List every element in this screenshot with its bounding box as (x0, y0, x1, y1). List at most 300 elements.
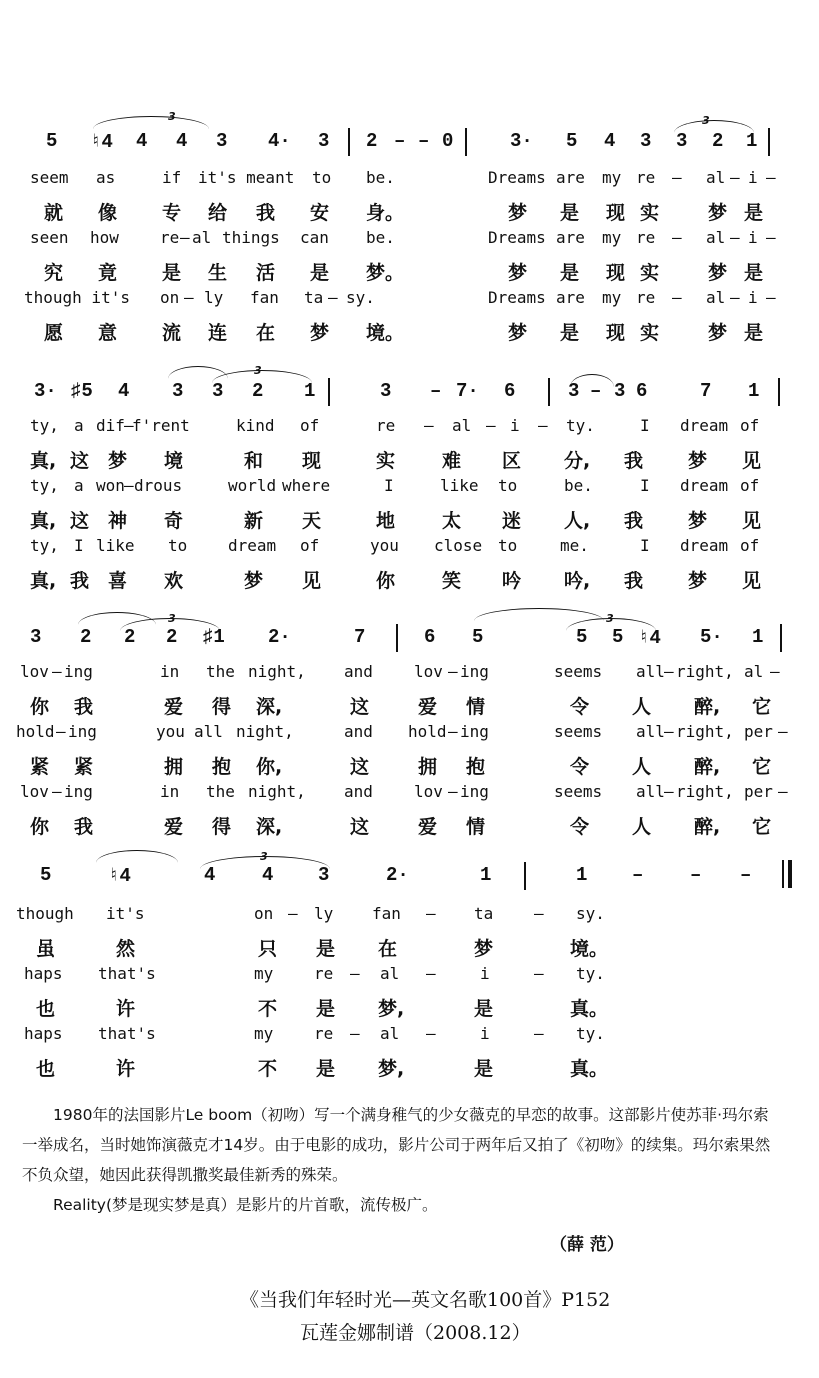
lyric-word: 我 (70, 570, 90, 592)
lyric-word: 人, (564, 510, 591, 532)
lyric-word: like (96, 536, 135, 555)
lyric-word: 只 (258, 938, 278, 960)
lyric-word: 真。 (570, 998, 609, 1020)
lyric-word: i (480, 964, 490, 983)
lyric-word: 紧 (74, 756, 94, 778)
lyric-word: night, (248, 782, 306, 801)
lyric-word: all (636, 782, 665, 801)
lyric-line-zh-3 (0, 566, 819, 596)
lyric-word: sy. (346, 288, 375, 307)
note: 4 (204, 864, 216, 886)
lyric-word: 人 (632, 756, 652, 778)
lyric-word: al (380, 1024, 400, 1043)
lyric-word: seen (30, 228, 69, 247)
lyric-word: all (194, 722, 223, 741)
note: – (418, 130, 430, 152)
lyric-word: 身。 (366, 202, 405, 224)
lyric-word: 不 (258, 1058, 278, 1080)
lyric-word: 区 (502, 450, 522, 472)
lyric-word: 现 (302, 450, 322, 472)
note: ♯1 (202, 626, 225, 648)
lyric-word: i (480, 1024, 490, 1043)
lyric-word: i (510, 416, 520, 435)
lyric-word: night, (236, 722, 294, 741)
lyric-word: my (602, 228, 622, 247)
lyric-word: 难 (442, 450, 462, 472)
lyric-line-en-3 (0, 536, 819, 566)
lyric-word: 我 (624, 510, 644, 532)
notes-author: （薛 范） (550, 1235, 624, 1255)
barline (465, 128, 467, 156)
lyric-word: 它 (752, 816, 772, 838)
lyric-word: 它 (752, 756, 772, 778)
lyric-word: are (556, 168, 585, 187)
lyric-word: 迷 (502, 510, 522, 532)
lyric-word: – (664, 662, 674, 681)
lyric-word: my (602, 168, 622, 187)
lyric-word: 太 (442, 510, 462, 532)
lyric-word: 醉, (694, 756, 721, 778)
lyric-word: 也 (36, 1058, 56, 1080)
lyric-word: – (426, 1024, 436, 1043)
lyric-word: – (124, 416, 134, 435)
note: 2 (80, 626, 92, 648)
lyric-line-zh-2 (0, 752, 819, 782)
lyric-word: on (160, 288, 180, 307)
lyric-word: – (426, 964, 436, 983)
lyric-word: – (448, 722, 458, 741)
lyric-word: 人 (632, 696, 652, 718)
lyric-word: to (498, 476, 518, 495)
lyric-line-zh-1 (0, 198, 819, 228)
lyric-word: 见 (742, 570, 762, 592)
lyric-word: 是 (744, 202, 764, 224)
lyric-word: al (744, 662, 764, 681)
lyric-word: 是 (474, 998, 494, 1020)
lyric-word: 我 (256, 202, 276, 224)
note: 7· (456, 380, 479, 402)
lyric-line-en-3 (0, 1024, 819, 1054)
lyric-word: al (192, 228, 212, 247)
lyric-word: 这 (70, 450, 90, 472)
lyric-word: hold (408, 722, 447, 741)
lyric-word: 境。 (570, 938, 609, 960)
lyric-word: 梦, (378, 998, 405, 1020)
lyric-word: 见 (302, 570, 322, 592)
lyric-word: re (636, 228, 656, 247)
score-system-4 (0, 848, 819, 1084)
lyric-word: 喜 (108, 570, 128, 592)
lyric-line-en-3 (0, 782, 819, 812)
lyric-word: the (206, 662, 235, 681)
notes-paragraph-2: Reality(梦是现实梦是真）是影片的片首歌，流传极广。 (53, 1196, 438, 1214)
note: 2 (252, 380, 264, 402)
lyric-word: i (748, 228, 758, 247)
lyric-word: 竟 (98, 262, 118, 284)
lyric-word: of (300, 416, 320, 435)
lyric-word: 给 (208, 202, 228, 224)
lyric-word: 实 (640, 202, 660, 224)
lyric-word: ty. (566, 416, 595, 435)
lyric-word: al (452, 416, 472, 435)
note: 4 (262, 864, 274, 886)
lyric-word: 境 (164, 450, 184, 472)
lyric-word: right, (676, 722, 734, 741)
lyric-word: ing (460, 662, 489, 681)
note: 2 (124, 626, 136, 648)
lyric-word: 抱 (212, 756, 232, 778)
lyric-word: 现 (606, 202, 626, 224)
lyric-word: 梦。 (366, 262, 405, 284)
lyric-word: 它 (752, 696, 772, 718)
note: 1 (748, 380, 760, 402)
lyric-word: 深, (256, 696, 283, 718)
note: – (632, 864, 644, 886)
note: 1 (304, 380, 316, 402)
lyric-line-en-1 (0, 662, 819, 692)
lyric-word: 这 (70, 510, 90, 532)
note: 7 (700, 380, 712, 402)
lyric-word: to (168, 536, 188, 555)
lyric-word: – (52, 662, 62, 681)
lyric-word: al (706, 288, 726, 307)
lyric-word: 生 (208, 262, 228, 284)
lyric-word: 愿 (44, 322, 64, 344)
lyric-word: are (556, 228, 585, 247)
lyric-word: I (640, 476, 650, 495)
lyric-word: 也 (36, 998, 56, 1020)
lyric-word: seems (554, 782, 603, 801)
lyric-word: close (434, 536, 483, 555)
lyric-word: per (744, 782, 773, 801)
lyric-word: 吟, (564, 570, 591, 592)
lyric-word: al (380, 964, 400, 983)
note-row (0, 848, 819, 898)
lyric-line-en-3 (0, 288, 819, 318)
lyric-word: 天 (302, 510, 322, 532)
lyric-word: 见 (742, 450, 762, 472)
lyric-word: 令 (570, 756, 590, 778)
lyric-line-zh-2 (0, 994, 819, 1024)
lyric-word: 实 (376, 450, 396, 472)
lyric-line-zh-2 (0, 258, 819, 288)
lyric-line-zh-3 (0, 318, 819, 348)
lyric-word: per (744, 722, 773, 741)
lyric-word: ing (460, 722, 489, 741)
score-system-3 (0, 608, 819, 842)
score-system-2 (0, 366, 819, 596)
lyric-word: and (344, 782, 373, 801)
lyric-word: 我 (74, 696, 94, 718)
note: ♯5 (70, 380, 93, 402)
lyric-word: 像 (98, 202, 118, 224)
barline (396, 624, 398, 652)
lyric-word: though it's (24, 288, 130, 307)
lyric-word: 吟 (502, 570, 522, 592)
slur (93, 116, 209, 129)
lyric-word: 得 (212, 816, 232, 838)
lyric-word: – (770, 662, 780, 681)
lyric-word: – (664, 722, 674, 741)
lyric-word: – (448, 662, 458, 681)
note: 3 (614, 380, 626, 402)
lyric-word: dream (680, 476, 729, 495)
lyric-word: 奇 (164, 510, 184, 532)
lyric-word: you (370, 536, 399, 555)
note: 5 (612, 626, 624, 648)
lyric-word: 然 (116, 938, 136, 960)
lyric-word: re (160, 228, 180, 247)
lyric-word: 新 (244, 510, 264, 532)
lyric-word: – (448, 782, 458, 801)
lyric-word: sy. (576, 904, 605, 923)
lyric-word: of (740, 476, 760, 495)
note: 3 (212, 380, 224, 402)
lyric-word: haps (24, 964, 63, 983)
lyric-word: lov (414, 782, 443, 801)
lyric-word: – (730, 288, 740, 307)
note: – (394, 130, 406, 152)
lyric-word: Dreams (488, 168, 546, 187)
lyric-word: my (254, 964, 274, 983)
lyric-line-zh-1 (0, 934, 819, 964)
lyric-word: a (74, 416, 84, 435)
lyric-word: if (162, 168, 182, 187)
note: 4· (268, 130, 291, 152)
lyric-word: world (228, 476, 277, 495)
lyric-word: 这 (350, 696, 370, 718)
lyric-word: 在 (256, 322, 276, 344)
note: 3· (510, 130, 533, 152)
lyric-line-en-2 (0, 964, 819, 994)
note: 5 (566, 130, 578, 152)
lyric-word: – (184, 288, 194, 307)
note-row (0, 366, 819, 416)
lyric-word: be. (366, 228, 395, 247)
lyric-word: where (282, 476, 331, 495)
lyric-word: and (344, 662, 373, 681)
lyric-word: 是 (560, 262, 580, 284)
note: ♮4 (638, 627, 661, 649)
triplet-mark: 3 (254, 364, 262, 377)
barline (548, 378, 550, 406)
lyric-word: – (766, 228, 776, 247)
note: 2 (366, 130, 378, 152)
note: 3 (172, 380, 184, 402)
lyric-word: 人 (632, 816, 652, 838)
final-barline (788, 860, 792, 888)
lyric-word: it's (106, 904, 145, 923)
lyric-word: 拥 (418, 756, 438, 778)
note: ♮4 (90, 131, 113, 153)
barline (328, 378, 330, 406)
lyric-word: – (328, 288, 338, 307)
lyric-word: 境。 (366, 322, 405, 344)
lyric-word: re (314, 1024, 334, 1043)
note: 3 (318, 130, 330, 152)
note: 1 (746, 130, 758, 152)
lyric-word: lov (20, 782, 49, 801)
note: 6 (504, 380, 516, 402)
lyric-word: dream (680, 536, 729, 555)
lyric-word: al (706, 228, 726, 247)
lyric-word: 梦 (108, 450, 128, 472)
lyric-word: 爱 (418, 696, 438, 718)
lyric-word: – (672, 228, 682, 247)
lyric-word: 活 (256, 262, 276, 284)
lyric-word: – (486, 416, 496, 435)
lyric-word: drous (134, 476, 183, 495)
note: 3 (30, 626, 42, 648)
slur (96, 850, 178, 863)
lyric-word: 笑 (442, 570, 462, 592)
lyric-word: – (778, 722, 788, 741)
note: 5 (472, 626, 484, 648)
lyric-word: ing (68, 722, 97, 741)
lyric-word: 紧 (30, 756, 50, 778)
triplet-mark: 3 (702, 114, 710, 127)
note: 6 (424, 626, 436, 648)
lyric-word: 不 (258, 998, 278, 1020)
lyric-word: 你 (376, 570, 396, 592)
notes-paragraph-1: 1980年的法国影片Le boom（初吻）写一个满身稚气的少女薇克的早恋的故事。这部影片使苏菲·玛尔索一举成名，当时她饰演薇克才14岁。由于电影的成功，影片公司于两年后又拍了《初吻》的续集。玛尔索果然不负众望，她因此获得凯撒奖最佳新秀的殊荣。 (22, 1106, 771, 1184)
lyric-word: 爱 (164, 696, 184, 718)
lyric-word: 抱 (466, 756, 486, 778)
lyric-word: and (344, 722, 373, 741)
lyric-word: hold (16, 722, 55, 741)
barline (780, 624, 782, 652)
lyric-word: 醉, (694, 816, 721, 838)
lyric-line-en-1 (0, 904, 819, 934)
lyric-word: – (534, 1024, 544, 1043)
lyric-word: though (16, 904, 74, 923)
lyric-word: my (254, 1024, 274, 1043)
lyric-word: – (424, 416, 434, 435)
lyric-word: 情 (466, 696, 486, 718)
lyric-word: i (748, 168, 758, 187)
note: 5 (40, 864, 52, 886)
lyric-word: 你 (30, 816, 50, 838)
lyric-word: 梦 (688, 450, 708, 472)
lyric-word: 梦 (310, 322, 330, 344)
note: 6 (636, 380, 648, 402)
lyric-word: – (288, 904, 298, 923)
lyric-word: – (672, 168, 682, 187)
lyric-word: 究 (44, 262, 64, 284)
lyric-word: 实 (640, 322, 660, 344)
lyric-word: lov (414, 662, 443, 681)
lyric-line-zh-1 (0, 692, 819, 722)
note: 3 (676, 130, 688, 152)
lyric-word: in (160, 662, 180, 681)
lyric-word: 安 (310, 202, 330, 224)
lyric-word: night, (248, 662, 306, 681)
lyric-line-en-1 (0, 416, 819, 446)
lyric-word: 我 (624, 450, 644, 472)
lyric-word: can (300, 228, 329, 247)
lyric-word: 是 (310, 262, 330, 284)
lyric-word: 地 (376, 510, 396, 532)
lyric-word: to (312, 168, 332, 187)
note: 3 (216, 130, 228, 152)
lyric-word: to (498, 536, 518, 555)
barline (778, 378, 780, 406)
note: 2 (712, 130, 724, 152)
lyric-word: – (766, 288, 776, 307)
lyric-word: dream (680, 416, 729, 435)
lyric-word: the (206, 782, 235, 801)
lyric-word: – (730, 168, 740, 187)
song-notes (22, 1100, 782, 1220)
note-row (0, 110, 819, 168)
lyric-word: 深, (256, 816, 283, 838)
lyric-line-en-2 (0, 476, 819, 506)
lyric-word: 令 (570, 816, 590, 838)
lyric-word: ing (64, 782, 93, 801)
lyric-word: 真, (30, 510, 57, 532)
lyric-word: things (222, 228, 280, 247)
lyric-word: be. (366, 168, 395, 187)
lyric-word: – (778, 782, 788, 801)
lyric-word: 这 (350, 816, 370, 838)
lyric-word: – (52, 782, 62, 801)
lyric-word: 令 (570, 696, 590, 718)
lyric-word: 流 (162, 322, 182, 344)
lyric-line-en-2 (0, 228, 819, 258)
lyric-word: 真, (30, 450, 57, 472)
barline (524, 862, 526, 890)
lyric-word: 梦 (474, 938, 494, 960)
lyric-word: – (124, 476, 134, 495)
lyric-line-en-1 (0, 168, 819, 198)
lyric-word: dream (228, 536, 277, 555)
lyric-word: 是 (316, 938, 336, 960)
lyric-word: right, (676, 662, 734, 681)
lyric-word: 我 (624, 570, 644, 592)
lyric-line-zh-1 (0, 446, 819, 476)
note: 4 (176, 130, 188, 152)
lyric-word: – (56, 722, 66, 741)
lyric-word: 是 (162, 262, 182, 284)
note: 3· (34, 380, 57, 402)
note: 3 (568, 380, 580, 402)
lyric-word: 得 (212, 696, 232, 718)
lyric-word: – (534, 904, 544, 923)
barline (348, 128, 350, 156)
lyric-word: 梦 (708, 262, 728, 284)
lyric-word: 你 (30, 696, 50, 718)
lyric-word: are (556, 288, 585, 307)
lyric-line-zh-3 (0, 812, 819, 842)
source-citation: 《当我们年轻时光—英文名歌100首》P152 (240, 1289, 611, 1311)
lyric-word: 醉, (694, 696, 721, 718)
lyric-word: 实 (640, 262, 660, 284)
lyric-word: ly (204, 288, 224, 307)
lyric-word: seems (554, 662, 603, 681)
lyric-word: seems (554, 722, 603, 741)
lyric-word: Dreams (488, 288, 546, 307)
lyric-word: be. (564, 476, 593, 495)
note: 2 (166, 626, 178, 648)
lyric-line-en-2 (0, 722, 819, 752)
score-system-1 (0, 110, 819, 348)
note: 1 (576, 864, 588, 886)
note: 3 (380, 380, 392, 402)
lyric-word: that's (98, 964, 156, 983)
lyric-word: – (350, 964, 360, 983)
lyric-word: how (90, 228, 119, 247)
lyric-word: 你, (256, 756, 283, 778)
